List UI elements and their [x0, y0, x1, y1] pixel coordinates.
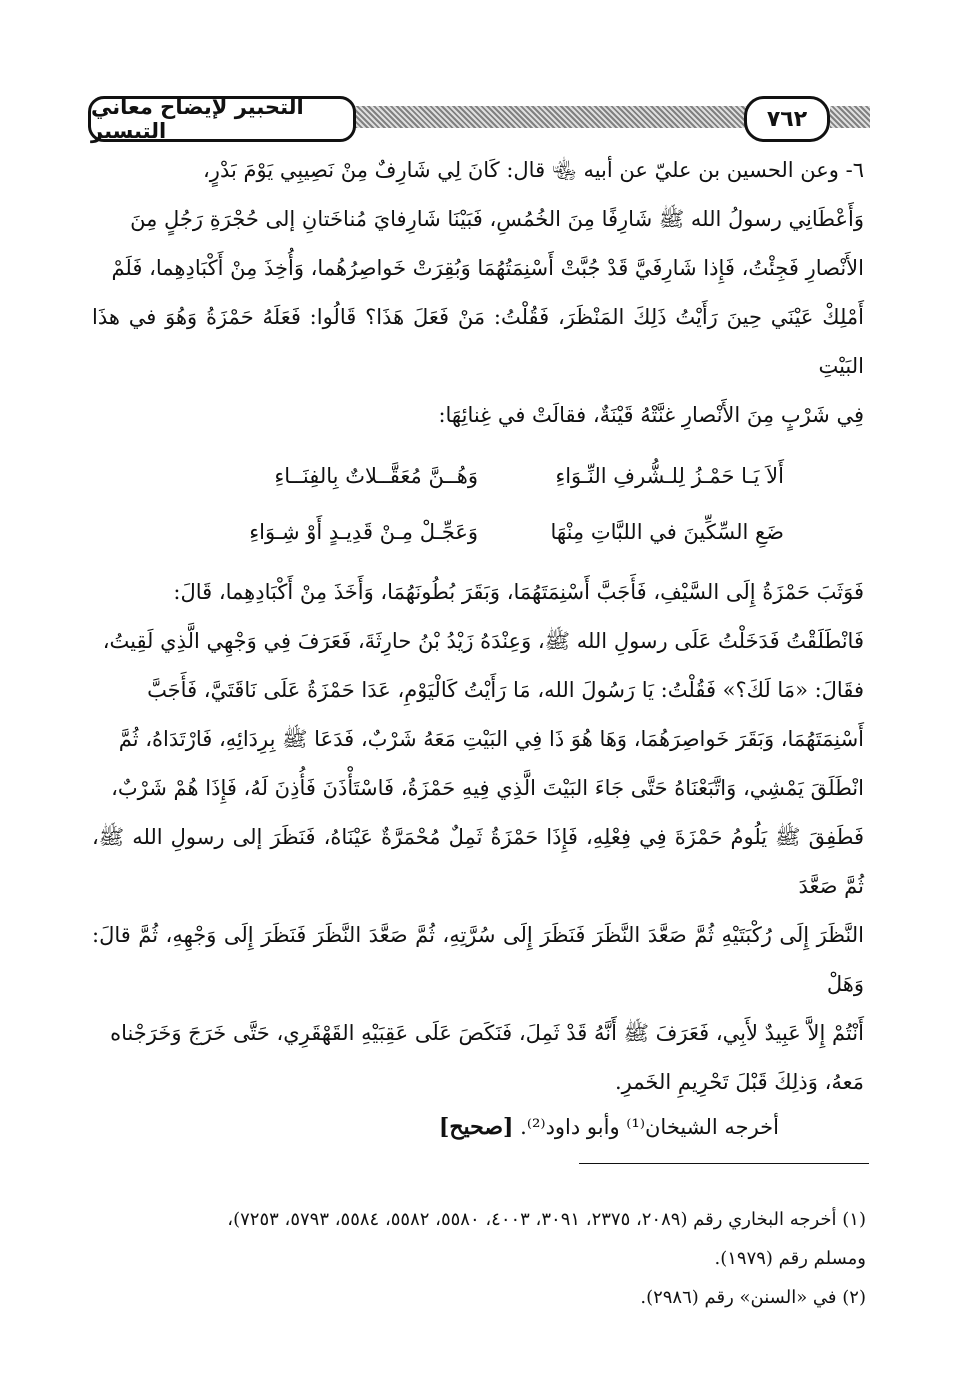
- source-text: أخرجه الشيخان⁽¹⁾ وأبو داود⁽²⁾.: [520, 1115, 779, 1139]
- footnote: (١) أخرجه البخاري رقم (٢٠٨٩، ٢٣٧٥، ٣٠٩١، ٤٠٠٣، ٥٥٨٠، ٥٥٨٢، ٥٥٨٤، ٥٧٩٣، ٧٢٥٣)،: [227, 1209, 866, 1230]
- poem-verse: [92, 504, 864, 560]
- text-line: انْطَلَقَ يَمْشِي، وَاتَّبَعْنَاهُ حَتَّى جَاءَ البَيْتَ الَّذِي فِيهِ حَمْزَةُ، فَاسْتَأْذَنَ فَأُذِنَ لَهُ، فَإِذَا هُمْ شَرْبٌ،: [111, 776, 864, 800]
- text-line: مَعهُ، وَذلِكَ قَبْلَ تَحْرِيمِ الخَمرِ.: [615, 1070, 864, 1094]
- main-text: [92, 146, 864, 1147]
- text-line: أَنْتُمْ إِلاَّ عَبِيدٌ لأَبِي، فَعَرَفَ ﷺ أَنَّهُ قَدْ ثَمِلَ، فَنَكَصَ عَلَى عَقِبَيْهِ القَهْقَرِي، حَتَّى خَرَجَ وَخَرَجْناه: [110, 1021, 864, 1045]
- text-line: النَّظَرَ إِلَى رُكْبَتَيْهِ ثُمَّ صَعَّدَ النَّظَرَ فَنَظَرَ إِلَى سُرَّتِهِ، ثُمَّ صَعَّدَ النَّظَرَ فَنَظَرَ إِلَى وَجْهِهِ، ثُمَّ قالَ: وَهَلْ: [92, 923, 864, 996]
- text-line: الأَنْصارِ فَجِئْتُ، فَإِذا شَارِفَيَّ قَدْ جُبَّتْ أَسْنِمَتُهُمَا وَبُقِرَتْ خَواصِرُهُما، وَأُخِذَ مِنْ أَكْبَادِهِما، فَلَمْ: [111, 256, 864, 280]
- text-line: فَطَفِقَ ﷺ يَلُومُ حَمْزَةَ فِي فِعْلِهِ، فَإِذَا حَمْزَةُ ثَمِلٌ مُحْمَرَّةٌ عَيْنَاهُ، فَنَظَرَ إلى رسولِ الله ﷺ، ثُمَّ صَعَّدَ: [92, 825, 864, 898]
- page-number: ٧٦٢: [744, 96, 830, 142]
- text-line: أَمْلِكْ عَيْنَي حِينَ رَأَيْتُ ذَلِكَ المَنْظَرَ، فَقُلْتُ: مَنْ فَعَلَ هَذَا؟ قَالُوا: فَعَلَهُ حَمْزَةُ وَهُوَ في هذَا البَيْتِ: [92, 305, 864, 378]
- hadith-source: [92, 1107, 864, 1147]
- text-line: فَانْطَلَقْتُ فَدَخَلْتُ عَلَى رسولِ الله ﷺ، وَعِنْدَهُ زَيْدُ بْنُ حارِثَةَ، فَعَرَفَ فِي وَجْهِي الَّذِي لَقِيتُ،: [102, 629, 864, 653]
- footnotes: [90, 1200, 866, 1317]
- verse-second-hemistich: وَعَجِّـلْ مِـنْ قَدِيـدٍ أَوْ شِـوَاءِ: [249, 520, 478, 544]
- text-line: أَسْنِمَتَهُمَا، وَبَقَرَ خَواصِرَهُمَا، وَهَا هُوَ ذَا فِي البَيْتِ مَعَهُ شَرْبٌ، فَدَعَا ﷺ بِرِدَائِهِ، فَارْتَدَاهُ، ثُمَّ: [118, 727, 864, 751]
- poem-verse: [92, 448, 864, 504]
- verse-second-hemistich: وَهُــنَّ مُعَقَّــلاتٌ بِالفِنَــاءِ: [274, 464, 478, 488]
- page-header: [88, 96, 870, 144]
- footnote-separator: [579, 1163, 869, 1164]
- text-line: فَوَثَبَ حَمْزَةُ إِلَى السَّيْفِ، فَأَجَبَّ أَسْنِمَتَهُمَا، وَبَقَرَ بُطُونَهُمَا، وَأَخَذَ مِنْ أَكْبَادِهِما، قَالَ:: [173, 580, 864, 604]
- hadith-grade: [صحيح]: [438, 1114, 514, 1140]
- verse-first-hemistich: أَلاَ يَـا حَمْـزُ لِلـشُّرفِ النِّـوَاءِ: [555, 464, 784, 488]
- text-line: وَأَعْطَانِي رسولُ الله ﷺ شَارِفًا مِنَ الخُمُسِ، فَبَيْنَا شَارِفايَ مُناخَتانِ إلى حُجْرَةِ رَجُلٍ مِنَ: [130, 207, 864, 231]
- footnote: (٢) في «السنن» رقم (٢٩٨٦).: [640, 1287, 866, 1308]
- text-line: فِي شَرْبٍ مِنَ الأَنْصارِ غنَّتْهُ قَيْنَةٌ، فقالَتْ في غِنائِهَا:: [438, 403, 864, 427]
- verse-first-hemistich: ضَعِ السِّكِّينَ في اللبَّاتِ مِنْهَا: [550, 520, 784, 544]
- footnote: ومسلم رقم (١٩٧٩).: [714, 1248, 866, 1269]
- text-line: فقَالَ: «مَا لَكَ؟» فَقُلْتُ: يَا رَسُولَ الله، مَا رَأَيْتُ كَالْيَوْمِ، عَدَا حَمْزَةُ عَلَى نَاقَتَيَّ، فَأَجَبَّ: [147, 678, 864, 702]
- header-ornament-right: [830, 106, 870, 128]
- book-title: التحبير لإيضاح معاني التيسير: [88, 96, 356, 142]
- header-ornament: [338, 106, 760, 128]
- text-line: ٦- وعن الحسين بن عليّ عن أبيه ﵄ قال: كَانَ لِي شَارِفٌ مِنْ نَصِيبِي يَوْمَ بَدْرٍ،: [203, 158, 864, 182]
